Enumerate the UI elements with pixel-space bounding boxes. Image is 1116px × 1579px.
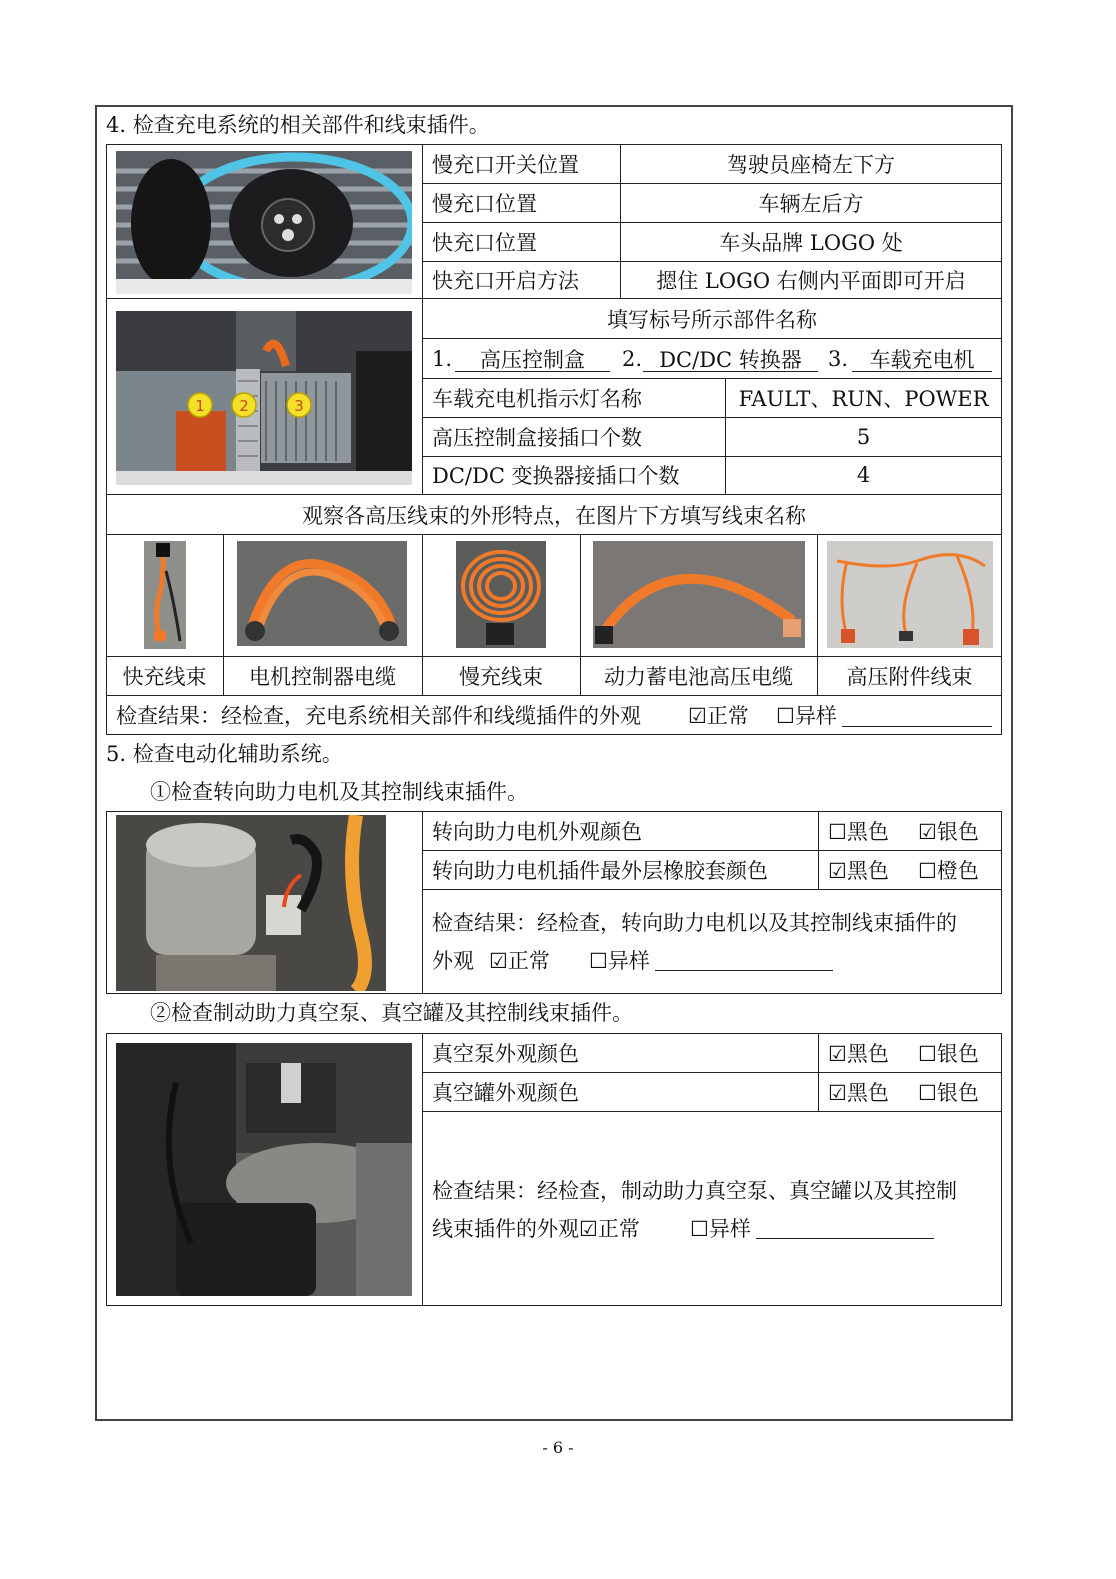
part-name-2: DC/DC 转换器 xyxy=(659,347,802,372)
section5-sub2-heading: ②检查制动助力真空泵、真空罐及其控制线束插件。 xyxy=(150,1001,633,1025)
steering-row2-label: 转向助力电机插件最外层橡胶套颜色 xyxy=(432,858,768,883)
part-num-1: 1. xyxy=(432,346,453,371)
harness-name-2: 电机控制器电缆 xyxy=(249,665,396,689)
slow-charge-harness-photo xyxy=(456,541,546,648)
vacuum-row2-label: 真空罐外观颜色 xyxy=(432,1080,579,1105)
steering-row2-opt2[interactable]: ☐橙色 xyxy=(918,858,979,883)
vacuum-row2-opt1[interactable]: ☑黑色 xyxy=(828,1080,889,1105)
info-value-3: 4 xyxy=(856,463,871,487)
steering-row1-opt2[interactable]: ☑银色 xyxy=(918,819,979,844)
vacuum-row2-opt2[interactable]: ☐银色 xyxy=(918,1080,979,1105)
port-label-4: 快充口开启方法 xyxy=(432,269,579,293)
section4-result-abnormal[interactable]: ☐异样 xyxy=(776,704,837,728)
vacuum-row1-opt1[interactable]: ☑黑色 xyxy=(828,1041,889,1066)
hv-components-photo xyxy=(116,311,412,485)
hv-battery-cable-photo xyxy=(593,541,805,648)
page-number: - 6 - xyxy=(542,1438,574,1457)
steering-result-prefix: 外观 xyxy=(432,949,474,973)
section4-heading: 4. 检查充电系统的相关部件和线束插件。 xyxy=(106,113,490,137)
info-value-1: FAULT、RUN、POWER xyxy=(738,386,989,411)
fast-charge-harness-photo xyxy=(144,541,186,649)
harness-name-1: 快充线束 xyxy=(122,665,207,689)
parts-header: 填写标号所示部件名称 xyxy=(607,307,817,332)
info-label-3: DC/DC 变换器接插口个数 xyxy=(432,464,680,488)
section4-result-text: 检查结果：经检查，充电系统相关部件和线缆插件的外观 xyxy=(116,704,641,728)
part-num-3: 3. xyxy=(828,346,849,371)
hv-accessory-harness-photo xyxy=(827,541,993,648)
port-label-2: 慢充口位置 xyxy=(432,191,537,216)
harness-name-5: 高压附件线束 xyxy=(846,665,973,689)
vacuum-result-abnormal[interactable]: ☐异样 xyxy=(690,1217,751,1241)
vacuum-row1-label: 真空泵外观颜色 xyxy=(432,1041,579,1066)
harness-name-3: 慢充线束 xyxy=(459,665,543,689)
port-value-2: 车辆左后方 xyxy=(758,191,864,216)
vacuum-row1-opt2[interactable]: ☐银色 xyxy=(918,1041,979,1066)
vacuum-pump-photo xyxy=(116,1043,412,1296)
port-value-1: 驾驶员座椅左下方 xyxy=(727,152,895,177)
part-num-2: 2. xyxy=(622,346,643,371)
section5-sub1-heading: ①检查转向助力电机及其控制线束插件。 xyxy=(150,780,528,804)
port-value-4: 摁住 LOGO 右侧内平面即可开启 xyxy=(656,269,966,293)
vacuum-result-prefix[interactable]: 线束插件的外观☑正常 xyxy=(432,1217,640,1241)
port-value-3: 车头品牌 LOGO 处 xyxy=(719,230,903,255)
part-name-3: 车载充电机 xyxy=(869,347,975,372)
steering-result-normal[interactable]: ☑正常 xyxy=(489,949,550,973)
marker-3: 3 xyxy=(294,397,304,415)
part-name-1: 高压控制盒 xyxy=(480,347,585,372)
charging-port-photo xyxy=(116,151,412,294)
steering-motor-photo xyxy=(116,815,386,991)
steering-result-abnormal[interactable]: ☐异样 xyxy=(589,949,650,973)
steering-result-line1: 检查结果：经检查，转向助力电机以及其控制线束插件的 xyxy=(432,911,957,935)
port-label-1: 慢充口开关位置 xyxy=(432,152,579,177)
section5-heading: 5. 检查电动化辅助系统。 xyxy=(106,742,343,766)
harness-name-4: 动力蓄电池高压电缆 xyxy=(604,665,793,689)
motor-controller-cable-photo xyxy=(237,541,407,646)
harness-header: 观察各高压线束的外形特点，在图片下方填写线束名称 xyxy=(302,503,806,528)
steering-row1-label: 转向助力电机外观颜色 xyxy=(432,819,642,844)
port-label-3: 快充口位置 xyxy=(432,230,537,255)
vacuum-result-line1: 检查结果：经检查，制动助力真空泵、真空罐以及其控制 xyxy=(432,1179,957,1203)
marker-1: 1 xyxy=(195,397,205,415)
info-value-2: 5 xyxy=(856,424,871,449)
info-label-2: 高压控制盒接插口个数 xyxy=(432,425,642,450)
steering-row1-opt1[interactable]: ☐黑色 xyxy=(828,819,889,844)
steering-row2-opt1[interactable]: ☑黑色 xyxy=(828,858,889,883)
marker-2: 2 xyxy=(239,397,249,415)
info-label-1: 车载充电机指示灯名称 xyxy=(432,386,642,411)
section4-result-normal[interactable]: ☑正常 xyxy=(688,704,749,728)
